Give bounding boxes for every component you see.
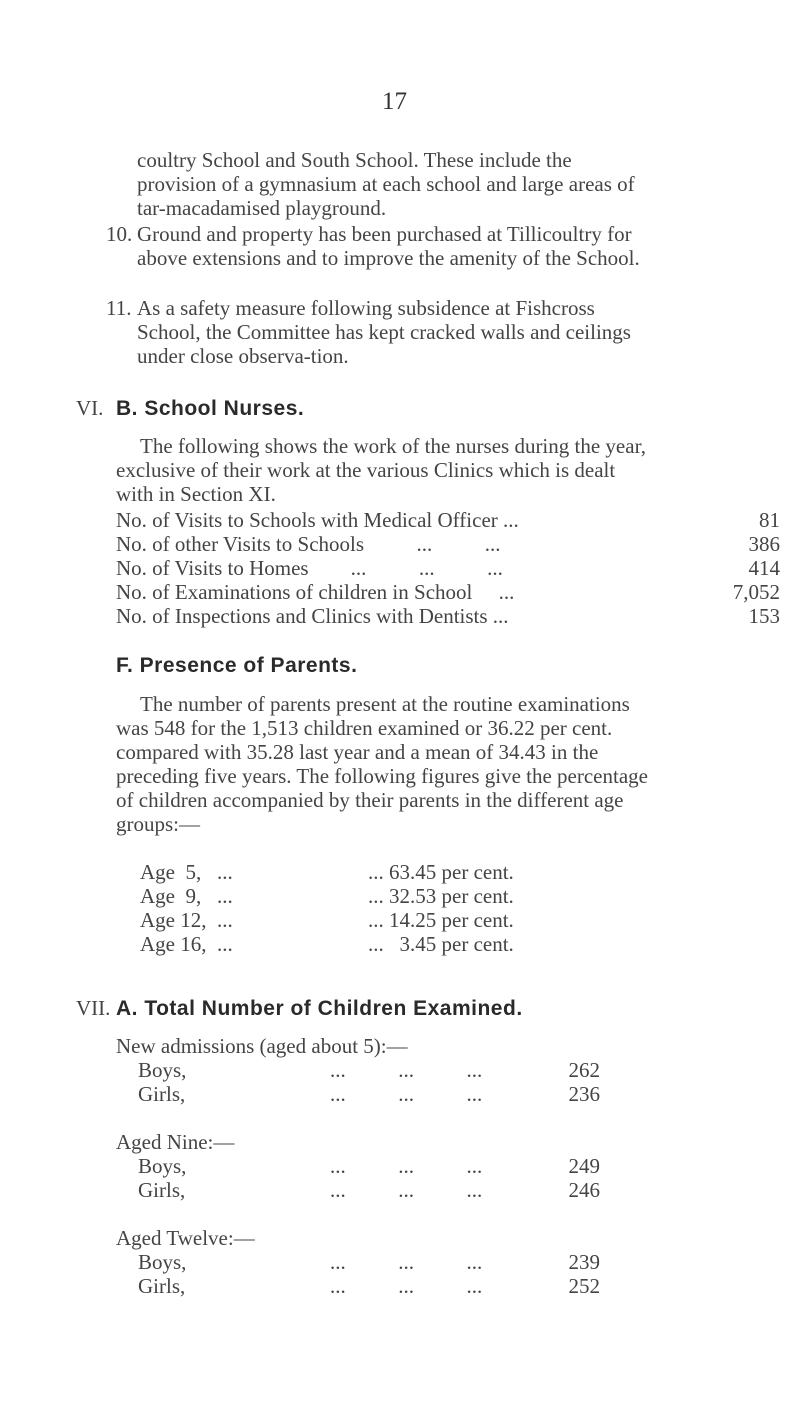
nurses-intro-text: The following shows the work of the nurses during the year, exclusive of their work at the various Clinics which is dealt with in Section XI. xyxy=(116,434,646,506)
group-row-label: Boys, xyxy=(138,1250,187,1274)
nurses-row-value: 414 xyxy=(748,556,780,580)
group-row-dots: ... ... ... xyxy=(330,1154,483,1178)
parents-paragraph xyxy=(116,692,658,836)
continuation-paragraph xyxy=(137,148,655,220)
group-row-dots: ... ... ... xyxy=(330,1274,483,1298)
section-vii-roman: VII. xyxy=(76,996,111,1020)
item-11-paragraph xyxy=(137,296,655,368)
presence-of-parents-heading: F. Presence of Parents. xyxy=(116,654,358,677)
nurses-row-value: 386 xyxy=(748,532,780,556)
group-row-dots: ... ... ... xyxy=(330,1082,483,1106)
age-row-label: Age 12, ... xyxy=(140,908,233,932)
age-row-value: ... 63.45 per cent. xyxy=(368,860,514,884)
age-row-value: ... 32.53 per cent. xyxy=(368,884,514,908)
nurses-row-label: No. of Examinations of children in School ... xyxy=(116,580,515,604)
group-row-dots: ... ... ... xyxy=(330,1178,483,1202)
group-row-value: 236 xyxy=(568,1082,600,1106)
nurses-row-label: No. of Visits to Homes ... ... ... xyxy=(116,556,503,580)
group-title: Aged Nine:— xyxy=(116,1130,235,1154)
age-row-value: ... 14.25 per cent. xyxy=(368,908,514,932)
group-row-label: Girls, xyxy=(138,1274,186,1298)
age-row-label: Age 16, ... xyxy=(140,932,233,956)
nurses-row-label: No. of other Visits to Schools ... ... xyxy=(116,532,501,556)
group-row-value: 249 xyxy=(568,1154,600,1178)
item-11-number: 11. xyxy=(106,296,132,320)
school-nurses-heading: B. School Nurses. xyxy=(116,397,305,420)
parents-text: The number of parents present at the routine examinations was 548 for the 1,513 children examined or 36.22 per cent. compared with 35.28 last year and a mean of 34.43 in the preceding five years. The following figures give the percentage of children accompanied by their parents in the different age groups:— xyxy=(116,692,648,836)
nurses-row-value: 81 xyxy=(759,508,780,532)
item-11-text: As a safety measure following subsidence at Fishcross School, the Committee has kept cracked walls and ceilings under close observa-tion. xyxy=(137,296,631,368)
group-row-label: Boys, xyxy=(138,1058,187,1082)
group-title: New admissions (aged about 5):— xyxy=(116,1034,408,1058)
group-row-value: 262 xyxy=(568,1058,600,1082)
group-row-dots: ... ... ... xyxy=(330,1058,483,1082)
group-row-label: Boys, xyxy=(138,1154,187,1178)
group-row-dots: ... ... ... xyxy=(330,1250,483,1274)
nurses-row-label: No. of Inspections and Clinics with Dentists ... xyxy=(116,604,509,628)
total-examined-heading: A. Total Number of Children Examined. xyxy=(116,997,523,1020)
nurses-row-label: No. of Visits to Schools with Medical Officer ... xyxy=(116,508,519,532)
age-row-label: Age 9, ... xyxy=(140,884,233,908)
item-10-text: Ground and property has been purchased at Tillicoultry for above extensions and to improve the amenity of the School. xyxy=(137,222,640,270)
nurses-row-value: 7,052 xyxy=(732,580,780,604)
nurses-row-value: 153 xyxy=(748,604,780,628)
group-row-value: 239 xyxy=(568,1250,600,1274)
age-row-value: ... 3.45 per cent. xyxy=(368,932,514,956)
group-title: Aged Twelve:— xyxy=(116,1226,255,1250)
group-row-value: 246 xyxy=(568,1178,600,1202)
continuation-text: coultry School and South School. These include the provision of a gymnasium at each school and large areas of tar-macadamised playground. xyxy=(137,148,635,220)
group-row-label: Girls, xyxy=(138,1082,186,1106)
page-number: 17 xyxy=(382,88,407,115)
nurses-intro-paragraph xyxy=(116,434,656,506)
item-10-paragraph xyxy=(137,222,655,270)
section-vi-roman: VI. xyxy=(76,396,104,420)
item-10-number: 10. xyxy=(106,222,133,246)
group-row-label: Girls, xyxy=(138,1178,186,1202)
group-row-value: 252 xyxy=(568,1274,600,1298)
age-row-label: Age 5, ... xyxy=(140,860,233,884)
